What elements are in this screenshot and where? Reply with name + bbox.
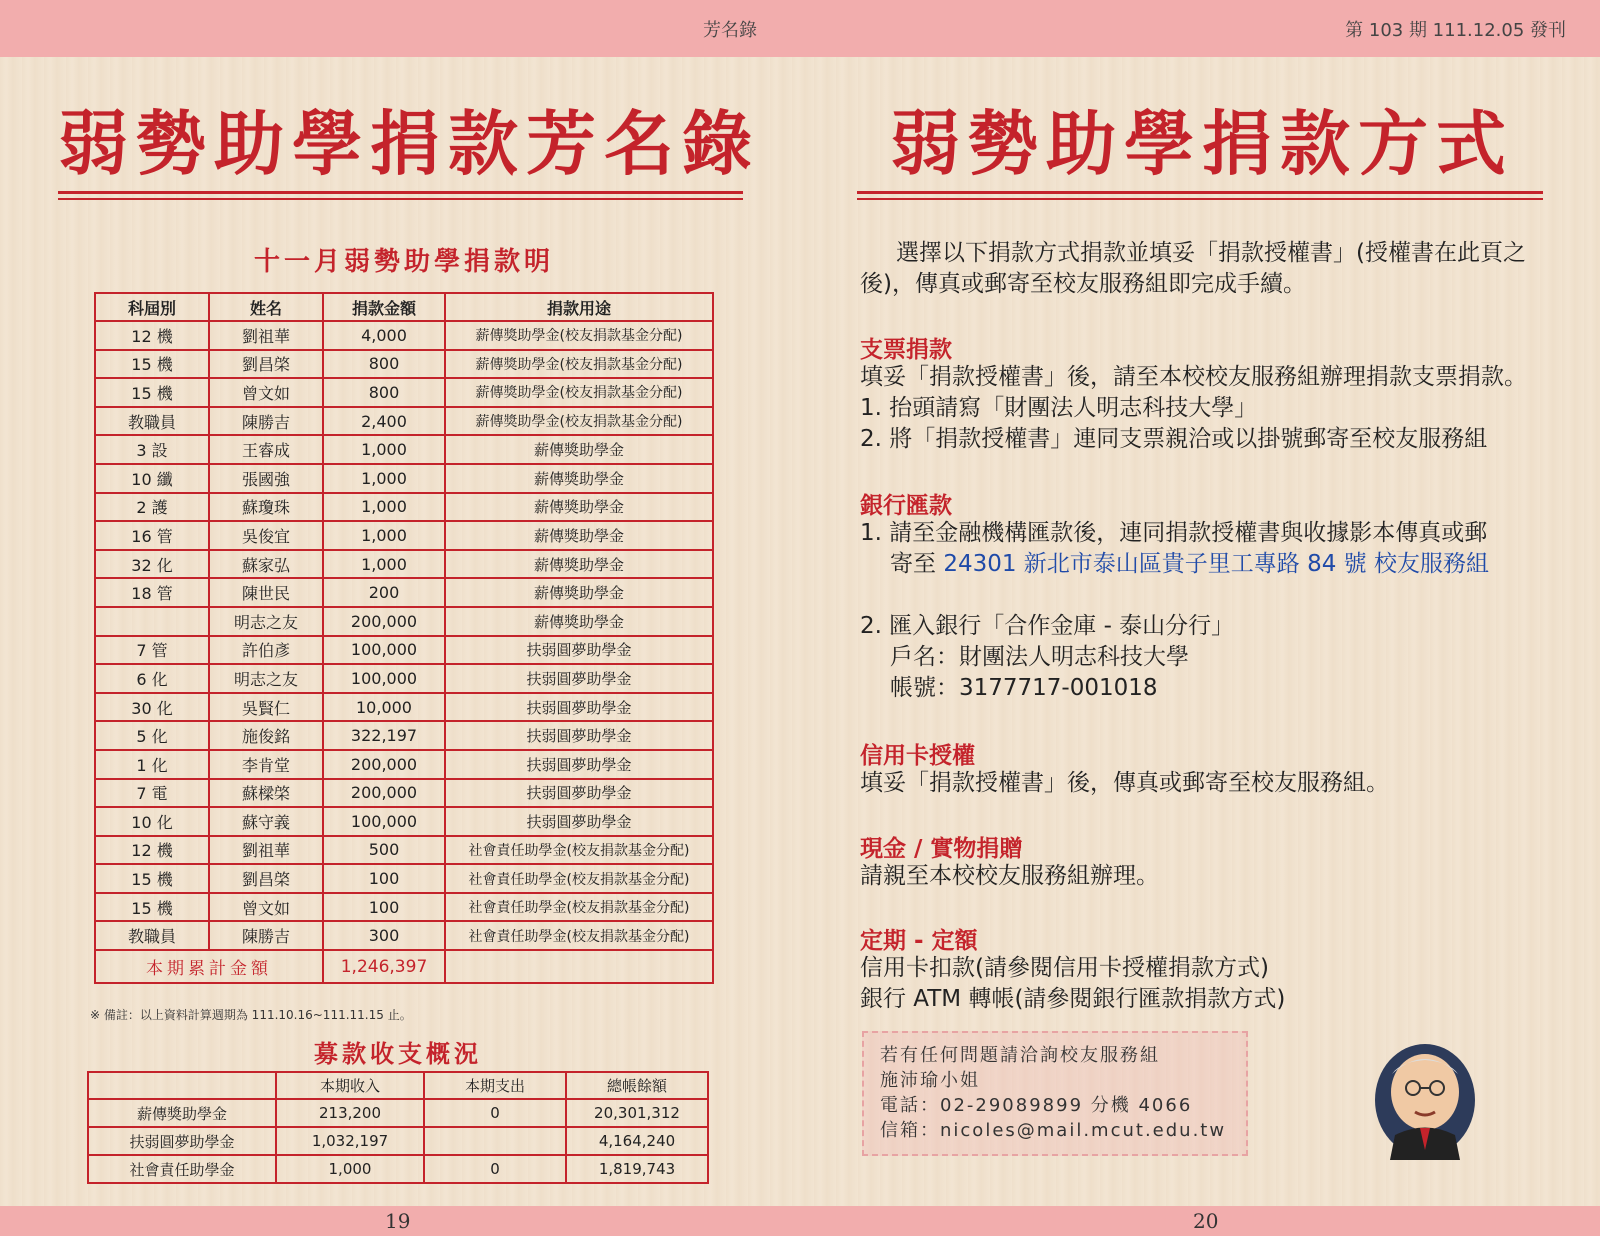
cell-amount: 1,000 [323, 464, 445, 493]
table-row [95, 893, 713, 922]
cell-purpose: 社會責任助學金(校友捐款基金分配) [445, 921, 713, 950]
cell-name: 陳世民 [209, 578, 323, 607]
cell-class: 教職員 [95, 407, 209, 436]
summary-header-row [88, 1072, 708, 1099]
cell-class: 15 機 [95, 893, 209, 922]
cell-name: 吳賢仁 [209, 693, 323, 722]
regular-heading: 定期 - 定額 [860, 928, 978, 954]
cell-class: 15 機 [95, 378, 209, 407]
table-row [95, 350, 713, 379]
cell-class: 6 化 [95, 664, 209, 693]
cell-class: 15 機 [95, 350, 209, 379]
left-page-title: 弱勢助學捐款芳名錄 [58, 103, 760, 185]
cell-purpose: 扶弱圓夢助學金 [445, 636, 713, 665]
intro-paragraph: 選擇以下捐款方式捐款並填妥「捐款授權書」(授權書在此頁之後)，傳真或郵寄至校友服務組即完成手續。 [860, 240, 1526, 297]
check-line2: 1. 抬頭請寫「財團法人明志科技大學」 [860, 395, 1258, 421]
cell-purpose: 薪傳獎助學金 [445, 550, 713, 579]
table-header-row [95, 293, 713, 321]
cell-purpose: 扶弱圓夢助學金 [445, 807, 713, 836]
cash-line1: 請親至本校校友服務組辦理。 [860, 863, 1159, 889]
total-label: 本期累計金額 [95, 950, 323, 983]
cell-name: 張國強 [209, 464, 323, 493]
cell-purpose: 扶弱圓夢助學金 [445, 664, 713, 693]
bank-heading: 銀行匯款 [860, 493, 952, 519]
summary-cell-balance: 1,819,743 [566, 1155, 708, 1183]
cell-amount: 1,000 [323, 521, 445, 550]
title-rule-thin [58, 198, 743, 200]
cell-name: 施俊銘 [209, 721, 323, 750]
summary-cell-income: 1,000 [276, 1155, 424, 1183]
table-row [95, 378, 713, 407]
table-row [95, 407, 713, 436]
cell-class: 3 設 [95, 435, 209, 464]
cell-name: 蘇守義 [209, 807, 323, 836]
credit-line1: 填妥「捐款授權書」後，傳真或郵寄至校友服務組。 [860, 770, 1389, 796]
cell-amount: 100,000 [323, 664, 445, 693]
cell-purpose: 薪傳獎助學金 [445, 435, 713, 464]
table-row [95, 779, 713, 808]
cell-name: 王睿成 [209, 435, 323, 464]
cash-heading: 現金 / 實物捐贈 [860, 836, 1023, 862]
cell-name: 明志之友 [209, 607, 323, 636]
cell-class: 5 化 [95, 721, 209, 750]
summary-cell-income: 213,200 [276, 1099, 424, 1127]
page-number-left: 19 [385, 1209, 411, 1233]
total-row [95, 950, 713, 983]
page-number-right: 20 [1193, 1209, 1219, 1233]
cell-purpose: 社會責任助學金(校友捐款基金分配) [445, 836, 713, 865]
regular-line2: 銀行 ATM 轉帳(請參閱銀行匯款捐款方式) [860, 986, 1286, 1012]
table-row [95, 693, 713, 722]
cell-amount: 100,000 [323, 807, 445, 836]
cell-class: 12 機 [95, 836, 209, 865]
cell-amount: 500 [323, 836, 445, 865]
table-row [95, 435, 713, 464]
table-row [95, 664, 713, 693]
col-header-class: 科屆別 [95, 293, 209, 321]
contact-line1: 若有任何問題請洽詢校友服務組 [880, 1045, 1160, 1066]
summary-header-balance: 總帳餘額 [566, 1072, 708, 1099]
cell-class [95, 607, 209, 636]
cell-amount: 100 [323, 893, 445, 922]
summary-cell-fund: 社會責任助學金 [88, 1155, 276, 1183]
table-row [95, 550, 713, 579]
cell-amount: 1,000 [323, 435, 445, 464]
summary-title: 募款收支概況 [314, 1040, 482, 1068]
cell-purpose: 薪傳獎助學金 [445, 521, 713, 550]
cell-amount: 2,400 [323, 407, 445, 436]
cell-amount: 800 [323, 350, 445, 379]
cell-purpose: 扶弱圓夢助學金 [445, 779, 713, 808]
cell-class: 10 化 [95, 807, 209, 836]
col-header-amount: 捐款金額 [323, 293, 445, 321]
summary-row [88, 1099, 708, 1127]
cell-class: 15 機 [95, 864, 209, 893]
cell-purpose: 薪傳獎助學金 [445, 607, 713, 636]
donation-table [94, 292, 714, 984]
cell-name: 明志之友 [209, 664, 323, 693]
cell-name: 劉祖華 [209, 321, 323, 350]
cell-class: 18 管 [95, 578, 209, 607]
header-issue: 第 103 期 111.12.05 發刊 [1345, 20, 1566, 41]
cell-name: 陳勝吉 [209, 407, 323, 436]
check-line3: 2. 將「捐款授權書」連同支票親洽或以掛號郵寄至校友服務組 [860, 426, 1488, 452]
cell-name: 曾文如 [209, 893, 323, 922]
cell-name: 蘇瓊珠 [209, 493, 323, 522]
cell-amount: 1,000 [323, 550, 445, 579]
cell-amount: 100,000 [323, 636, 445, 665]
cell-class: 12 機 [95, 321, 209, 350]
table-row [95, 836, 713, 865]
period-note: ※ 備註：以上資料計算週期為 111.10.16~111.11.15 止。 [90, 1008, 412, 1022]
header-section: 芳名錄 [703, 20, 757, 41]
bank-line2 [860, 549, 1580, 580]
check-line1: 填妥「捐款授權書」後，請至本校校友服務組辦理捐款支票捐款。 [860, 364, 1527, 390]
cell-name: 蘇樑棨 [209, 779, 323, 808]
cell-amount: 322,197 [323, 721, 445, 750]
cell-purpose: 扶弱圓夢助學金 [445, 721, 713, 750]
contact-box [862, 1031, 1248, 1156]
table-row [95, 464, 713, 493]
cell-purpose: 薪傳獎助學金(校友捐款基金分配) [445, 350, 713, 379]
cell-amount: 200,000 [323, 607, 445, 636]
table-row [95, 493, 713, 522]
cell-purpose: 薪傳獎助學金(校友捐款基金分配) [445, 407, 713, 436]
bank-line1: 1. 請至金融機構匯款後，連同捐款授權書與收據影本傳真或郵 [860, 520, 1488, 546]
summary-cell-expense: 0 [424, 1099, 566, 1127]
table-row [95, 721, 713, 750]
table-row [95, 636, 713, 665]
table-row [95, 921, 713, 950]
credit-heading: 信用卡授權 [860, 743, 975, 769]
cell-class: 7 管 [95, 636, 209, 665]
bank-line2-prefix: 寄至 [890, 551, 944, 577]
caricature-portrait-icon [1370, 1040, 1480, 1160]
cell-name: 劉昌棨 [209, 350, 323, 379]
summary-header-income: 本期收入 [276, 1072, 424, 1099]
right-title-rule-thick [857, 191, 1543, 194]
cell-purpose: 薪傳獎助學金(校友捐款基金分配) [445, 321, 713, 350]
cell-class: 32 化 [95, 550, 209, 579]
mailing-address: 24301 新北市泰山區貴子里工專路 84 號 校友服務組 [943, 551, 1489, 577]
bank-line3: 2. 匯入銀行「合作金庫 - 泰山分行」 [860, 613, 1235, 639]
cell-class: 30 化 [95, 693, 209, 722]
table-row [95, 864, 713, 893]
table-row [95, 607, 713, 636]
cell-name: 曾文如 [209, 378, 323, 407]
table-row [95, 807, 713, 836]
cell-purpose: 扶弱圓夢助學金 [445, 750, 713, 779]
cell-purpose: 薪傳獎助學金 [445, 464, 713, 493]
summary-cell-income: 1,032,197 [276, 1127, 424, 1155]
cell-amount: 200 [323, 578, 445, 607]
check-heading: 支票捐款 [860, 337, 952, 363]
summary-header-blank [88, 1072, 276, 1099]
bank-account-name: 戶名：財團法人明志科技大學 [890, 644, 1189, 670]
cell-name: 蘇家弘 [209, 550, 323, 579]
table-row [95, 750, 713, 779]
summary-table [87, 1071, 709, 1184]
donation-subtitle: 十一月弱勢助學捐款明 [253, 247, 554, 277]
cell-purpose: 薪傳獎助學金 [445, 493, 713, 522]
title-rule-thick [58, 191, 743, 194]
table-row [95, 321, 713, 350]
cell-amount: 800 [323, 378, 445, 407]
bank-account-number: 帳號：3177717-001018 [890, 675, 1158, 701]
cell-class: 10 纖 [95, 464, 209, 493]
cell-amount: 100 [323, 864, 445, 893]
summary-row [88, 1127, 708, 1155]
col-header-name: 姓名 [209, 293, 323, 321]
summary-row [88, 1155, 708, 1183]
summary-cell-balance: 20,301,312 [566, 1099, 708, 1127]
cell-amount: 200,000 [323, 779, 445, 808]
cell-class: 7 電 [95, 779, 209, 808]
summary-cell-expense [424, 1127, 566, 1155]
regular-line1: 信用卡扣款(請參閱信用卡授權捐款方式) [860, 955, 1269, 981]
contact-email: 信箱：nicoles@mail.mcut.edu.tw [880, 1120, 1227, 1141]
cell-amount: 10,000 [323, 693, 445, 722]
cell-amount: 300 [323, 921, 445, 950]
cell-purpose: 薪傳獎助學金 [445, 578, 713, 607]
total-empty-cell [445, 950, 713, 983]
cell-name: 劉祖華 [209, 836, 323, 865]
cell-class: 16 管 [95, 521, 209, 550]
cell-amount: 1,000 [323, 493, 445, 522]
cell-purpose: 扶弱圓夢助學金 [445, 693, 713, 722]
table-row [95, 521, 713, 550]
cell-name: 陳勝吉 [209, 921, 323, 950]
cell-name: 劉昌棨 [209, 864, 323, 893]
cell-name: 吳俊宜 [209, 521, 323, 550]
cell-amount: 200,000 [323, 750, 445, 779]
summary-cell-fund: 扶弱圓夢助學金 [88, 1127, 276, 1155]
donation-table-body [95, 321, 713, 950]
contact-phone: 電話：02-29089899 分機 4066 [880, 1095, 1193, 1116]
cell-class: 2 護 [95, 493, 209, 522]
right-title-rule-thin [857, 198, 1543, 200]
cell-purpose: 社會責任助學金(校友捐款基金分配) [445, 864, 713, 893]
cell-class: 1 化 [95, 750, 209, 779]
cell-name: 許伯彥 [209, 636, 323, 665]
table-row [95, 578, 713, 607]
summary-cell-balance: 4,164,240 [566, 1127, 708, 1155]
cell-purpose: 社會責任助學金(校友捐款基金分配) [445, 893, 713, 922]
summary-cell-fund: 薪傳獎助學金 [88, 1099, 276, 1127]
summary-header-expense: 本期支出 [424, 1072, 566, 1099]
col-header-purpose: 捐款用途 [445, 293, 713, 321]
total-value: 1,246,397 [323, 950, 445, 983]
cell-purpose: 薪傳獎助學金(校友捐款基金分配) [445, 378, 713, 407]
footer-bar [0, 1206, 1600, 1236]
right-page-title: 弱勢助學捐款方式 [890, 103, 1514, 185]
contact-person: 施沛瑜小姐 [880, 1070, 980, 1091]
cell-name: 李肯堂 [209, 750, 323, 779]
summary-table-body [88, 1099, 708, 1183]
cell-class: 教職員 [95, 921, 209, 950]
cell-amount: 4,000 [323, 321, 445, 350]
summary-cell-expense: 0 [424, 1155, 566, 1183]
